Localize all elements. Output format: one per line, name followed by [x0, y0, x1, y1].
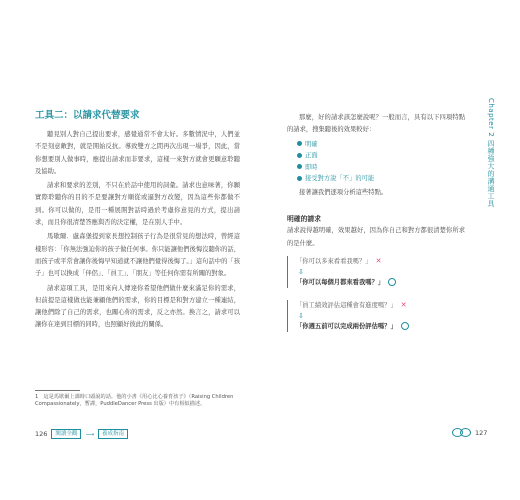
footnote-rule	[35, 390, 80, 391]
page-number: 126	[35, 430, 48, 438]
right-folio	[452, 428, 487, 437]
example-block	[287, 300, 431, 332]
circle-icon	[388, 278, 396, 286]
intro-paragraph: 那麼，好的請求該怎麼說呢？一般而言，具有以下四項特點的請求，搜集聽後的效果較好：	[287, 114, 465, 134]
body-paragraph: 馬歇爾．盧森堡提到家長想控制孩子行為是很常見的想法時，曾經這樣形容：「你無法強迫你的孩子做任何事。你只能讓他們後悔沒聽你的話，而孩子或平常會讓你後悔早知道就不讓他們覺得後悔了。」這句話中的「孩子」也可以換成「伴侶」、「員工」、「朋友」等任何你需有所關的對象。	[35, 233, 240, 278]
page-number: 127	[475, 428, 488, 437]
bullet-dot-icon	[297, 153, 302, 158]
down-arrow-icon: ⇩	[298, 311, 304, 320]
body-paragraph: 聽見別人對自己提出要求，感覺通常不會太好。多數情況中，人們並不是刻意敵對，就是開始反抗。導致雙方之間再次出現一場爭，因此，當你想要別人做事時，應提出請求而非要求，這樣一來對方就會更願意聆聽及協助。	[35, 131, 240, 175]
good-example: 「你週五前可以完成兩份評估嗎？」	[296, 321, 431, 332]
feature-item: 接受對方說「不」的可能	[297, 173, 465, 185]
good-example: 「你可以每個月都來看我嗎？」	[296, 277, 431, 288]
right-page	[287, 112, 465, 344]
section-tag: 養成指南	[98, 429, 128, 439]
section-heading: 工具二：以請求代替要求	[35, 110, 140, 121]
bullet-dot-icon	[297, 141, 302, 146]
body-paragraph: 請求說得越明確，效果越好，因為你自己和對方都很清楚你所求的是什麼。	[287, 227, 465, 247]
circle-icon	[401, 322, 409, 330]
arrow-icon: ⟶	[85, 430, 95, 438]
body-paragraph: 請求這項工具，是用來向人傳達你希望他們做什麼來滿足你的需求，但前提是這樣做也能兼顧他們的需求，你的目標是和對方建立一種連結，讓他們除了自己的需求，也關心你的需求，反之亦然。換言之，請求可以讓你在達到目標的同時，也照顧好彼此的關係。	[35, 284, 240, 329]
body-paragraph: 接著讓我們逐項分析這些特點。	[299, 188, 388, 196]
book-tag: 閱讀全觀	[51, 429, 81, 439]
left-page	[35, 107, 240, 334]
feature-item: 即時	[297, 162, 465, 174]
cross-icon: ✕	[375, 256, 382, 265]
feature-list	[297, 139, 465, 185]
feature-item: 明確	[297, 139, 465, 151]
bad-example: 「員工績效評估這種會有進度嗎？」 ✕	[296, 300, 407, 309]
example-block	[287, 256, 431, 288]
chain-link-icon	[452, 428, 472, 437]
body-paragraph: 請求和要求的差別，不只在於話中使用的詞彙。請求也意味著，你願實際聆聽你的目的不是要讓對方順從或逼對方改變，因為這些你都做不到。你可以做的，是用一種展開對話時過於考慮你意見的方式，提出請求，而且你很清楚答應與否的決定權，是在別人手中。	[35, 182, 240, 227]
down-arrow-icon: ⇩	[298, 267, 304, 276]
feature-item: 正面	[297, 150, 465, 162]
chapter-side-tab: Chapter 2 四種強大的溝通工具	[487, 98, 495, 208]
subheading: 明確的請求	[287, 215, 321, 224]
bullet-dot-icon	[297, 176, 302, 181]
bad-example: 「你可以多來看看我嗎？」 ✕	[296, 256, 382, 265]
bullet-dot-icon	[297, 164, 302, 169]
cross-icon: ✕	[400, 300, 407, 309]
left-folio	[35, 429, 128, 439]
footnote: 1 這是馬歇爾上課時口頭說的話。他的小書《用心比心養育孩子》（Raising Children Compassionately，暫譯，PuddleDancer Press 出版）中有相似描述。	[35, 394, 234, 407]
